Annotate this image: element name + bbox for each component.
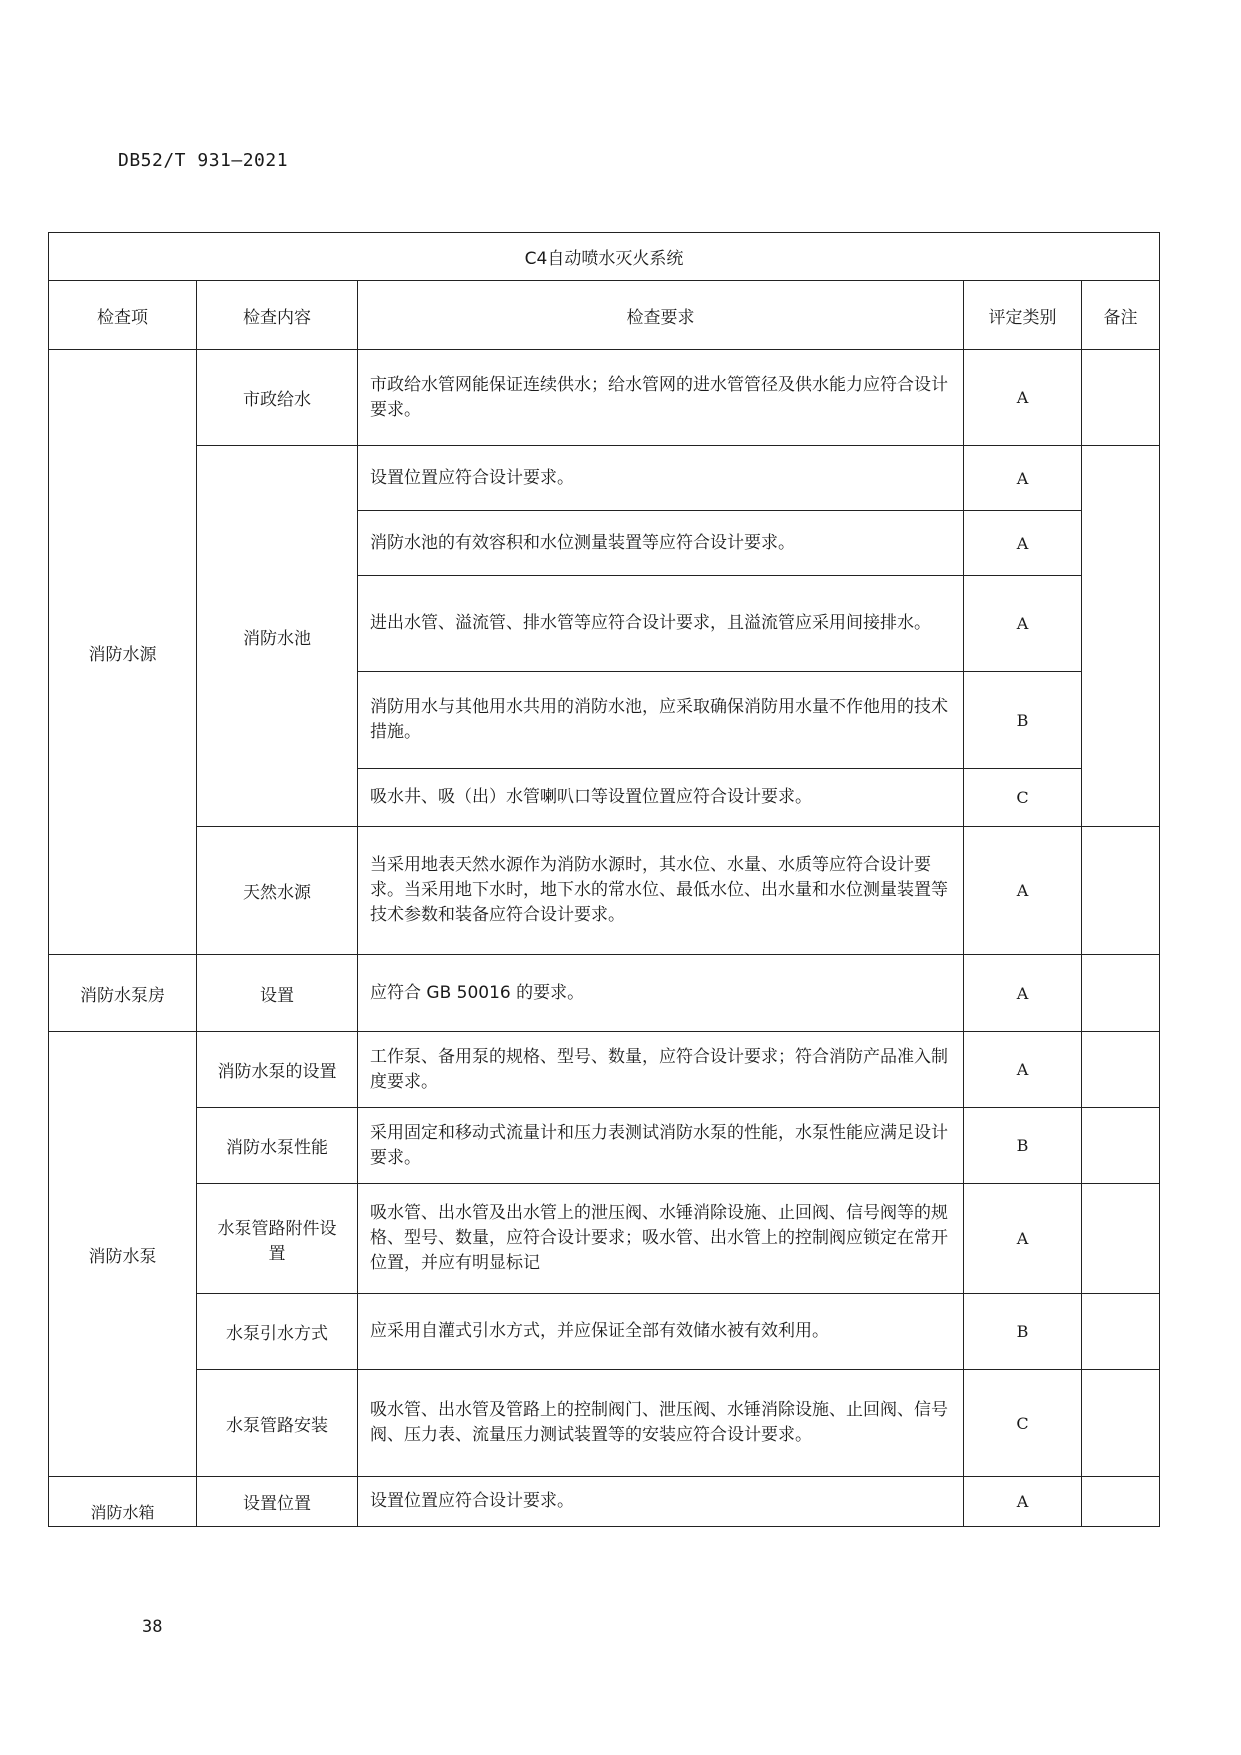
content-cell: 消防水泵性能 — [197, 1108, 358, 1184]
table-row — [49, 1184, 1160, 1294]
item-cell: 消防水泵房 — [49, 955, 197, 1032]
requirement-cell: 采用固定和移动式流量计和压力表测试消防水泵的性能，水泵性能应满足设计要求。 — [358, 1108, 964, 1184]
column-header-item: 检查项 — [49, 281, 197, 350]
remark-cell — [1082, 955, 1160, 1032]
requirement-cell: 当采用地表天然水源作为消防水源时，其水位、水量、水质等应符合设计要求。当采用地下水时，地下水的常水位、最低水位、出水量和水位测量装置等技术参数和装备应符合设计要求。 — [358, 827, 964, 955]
column-header-content: 检查内容 — [197, 281, 358, 350]
remark-cell — [1082, 1032, 1160, 1108]
requirement-cell: 应符合 GB 50016 的要求。 — [358, 955, 964, 1032]
table-row — [49, 955, 1160, 1032]
table-row — [49, 1370, 1160, 1477]
requirement-cell: 吸水井、吸（出）水管喇叭口等设置位置应符合设计要求。 — [358, 769, 964, 827]
inspection-table — [48, 232, 1160, 1527]
remark-cell — [1082, 1477, 1160, 1527]
column-header-remark: 备注 — [1082, 281, 1160, 350]
remark-cell — [1082, 1108, 1160, 1184]
item-cell: 消防水箱 — [49, 1477, 197, 1527]
content-cell: 水泵管路附件设置 — [197, 1184, 358, 1294]
remark-cell — [1082, 1370, 1160, 1477]
document-code: DB52/T 931—2021 — [118, 150, 289, 171]
requirement-cell: 吸水管、出水管及管路上的控制阀门、泄压阀、水锤消除设施、止回阀、信号阀、压力表、流量压力测试装置等的安装应符合设计要求。 — [358, 1370, 964, 1477]
requirement-cell: 消防用水与其他用水共用的消防水池，应采取确保消防用水量不作他用的技术措施。 — [358, 672, 964, 769]
page-number: 38 — [142, 1617, 163, 1637]
table-row — [49, 1108, 1160, 1184]
table-row — [49, 827, 1160, 955]
requirement-cell: 市政给水管网能保证连续供水；给水管网的进水管管径及供水能力应符合设计要求。 — [358, 350, 964, 446]
remark-cell — [1082, 827, 1160, 955]
requirement-cell: 进出水管、溢流管、排水管等应符合设计要求，且溢流管应采用间接排水。 — [358, 576, 964, 672]
grade-cell: A — [964, 350, 1082, 446]
content-cell: 天然水源 — [197, 827, 358, 955]
remark-cell — [1082, 1294, 1160, 1370]
requirement-cell: 消防水池的有效容积和水位测量装置等应符合设计要求。 — [358, 511, 964, 576]
column-header-grade: 评定类别 — [964, 281, 1082, 350]
table-title: C4自动喷水灭火系统 — [49, 233, 1160, 281]
grade-cell: C — [964, 769, 1082, 827]
requirement-cell: 设置位置应符合设计要求。 — [358, 446, 964, 511]
content-cell: 设置 — [197, 955, 358, 1032]
table-row — [49, 1032, 1160, 1108]
content-cell: 水泵管路安装 — [197, 1370, 358, 1477]
table-row — [49, 446, 1160, 511]
column-header-requirement: 检查要求 — [358, 281, 964, 350]
requirement-cell: 吸水管、出水管及出水管上的泄压阀、水锤消除设施、止回阀、信号阀等的规格、型号、数量，应符合设计要求；吸水管、出水管上的控制阀应锁定在常开位置，并应有明显标记 — [358, 1184, 964, 1294]
remark-cell — [1082, 350, 1160, 446]
grade-cell: A — [964, 1477, 1082, 1527]
table-row — [49, 350, 1160, 446]
grade-cell: A — [964, 955, 1082, 1032]
grade-cell: A — [964, 511, 1082, 576]
content-cell: 水泵引水方式 — [197, 1294, 358, 1370]
requirement-cell: 工作泵、备用泵的规格、型号、数量，应符合设计要求；符合消防产品准入制度要求。 — [358, 1032, 964, 1108]
content-cell: 设置位置 — [197, 1477, 358, 1527]
item-cell: 消防水源 — [49, 350, 197, 955]
remark-cell — [1082, 1184, 1160, 1294]
table-row — [49, 1477, 1160, 1527]
grade-cell: C — [964, 1370, 1082, 1477]
grade-cell: A — [964, 827, 1082, 955]
grade-cell: A — [964, 446, 1082, 511]
content-cell: 消防水泵的设置 — [197, 1032, 358, 1108]
grade-cell: A — [964, 1032, 1082, 1108]
grade-cell: B — [964, 1294, 1082, 1370]
remark-cell — [1082, 446, 1160, 827]
requirement-cell: 应采用自灌式引水方式，并应保证全部有效储水被有效利用。 — [358, 1294, 964, 1370]
requirement-cell: 设置位置应符合设计要求。 — [358, 1477, 964, 1527]
content-cell: 消防水池 — [197, 446, 358, 827]
grade-cell: B — [964, 672, 1082, 769]
item-cell: 消防水泵 — [49, 1032, 197, 1477]
grade-cell: A — [964, 1184, 1082, 1294]
grade-cell: A — [964, 576, 1082, 672]
table-row — [49, 1294, 1160, 1370]
grade-cell: B — [964, 1108, 1082, 1184]
content-cell: 市政给水 — [197, 350, 358, 446]
